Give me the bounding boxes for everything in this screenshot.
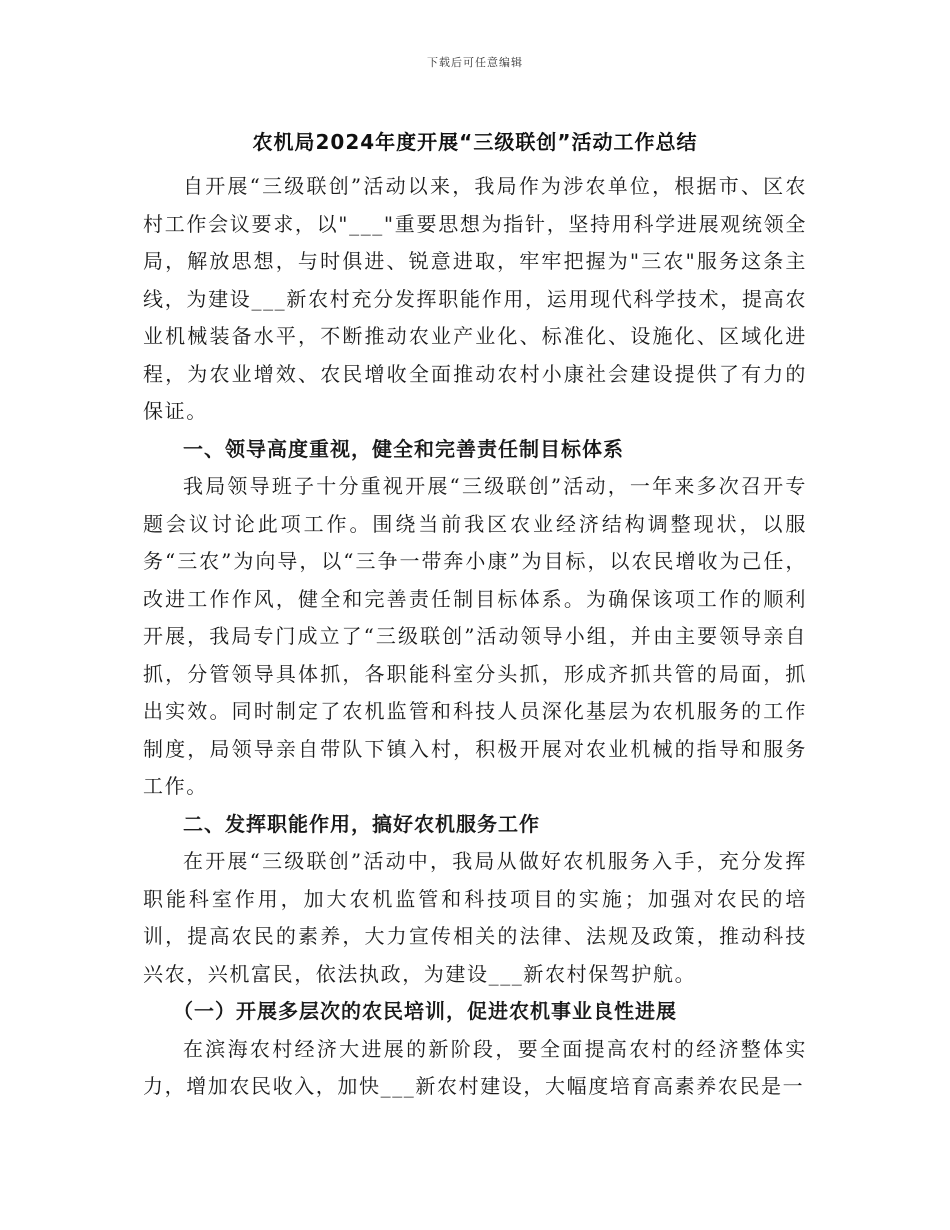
section-2-paragraph: 在开展“三级联创”活动中，我局从做好农机服务入手，充分发挥职能科室作用，加大农机监管和科技项目的实施；加强对农民的培训，提高农民的素养，大力宣传相关的法律、法规及政策，推动科技兴农，兴机富民，依法执政，为建设___新农村保驾护航。 xyxy=(143,849,807,986)
section-heading-1: 一、领导高度重视，健全和完善责任制目标体系 xyxy=(183,436,624,461)
document-title: 农机局2024年度开展“三级联创”活动工作总结 xyxy=(252,130,698,154)
header-note: 下载后可任意编辑 xyxy=(427,56,523,69)
subsection-1-paragraph: 在滨海农村经济大进展的新阶段，要全面提高农村的经济整体实力，增加农民收入，加快___新农村建设，大幅度培育高素养农民是一 xyxy=(143,1036,807,1098)
intro-paragraph: 自开展“三级联创”活动以来，我局作为涉农单位，根据市、区农村工作会议要求，以"___"重要思想为指针，坚持用科学进展观统领全局，解放思想，与时俱进、锐意进取，牢牢把握为"三农"服务这条主线，为建设___新农村充分发挥职能作用，运用现代科学技术，提高农业机械装备水平，不断推动农业产业化、标准化、设施化、区域化进程，为农业增效、农民增收全面推动农村小康社会建设提供了有力的保证。 xyxy=(143,174,807,423)
section-1-paragraph: 我局领导班子十分重视开展“三级联创”活动，一年来多次召开专题会议讨论此项工作。围绕当前我区农业经济结构调整现状，以服务“三农”为向导，以“三争一带奔小康”为目标，以农民增收为己任，改进工作作风，健全和完善责任制目标体系。为确保该项工作的顺利开展，我局专门成立了“三级联创”活动领导小组，并由主要领导亲自抓，分管领导具体抓，各职能科室分头抓，形成齐抓共管的局面，抓出实效。同时制定了农机监管和科技人员深化基层为农机服务的工作制度，局领导亲自带队下镇入村，积极开展对农业机械的指导和服务工作。 xyxy=(143,474,807,798)
subsection-heading-1: （一）开展多层次的农民培训，促进农机事业良性进展 xyxy=(173,999,677,1023)
section-heading-2: 二、发挥职能作用，搞好农机服务工作 xyxy=(183,811,540,836)
document-body xyxy=(143,168,807,1106)
